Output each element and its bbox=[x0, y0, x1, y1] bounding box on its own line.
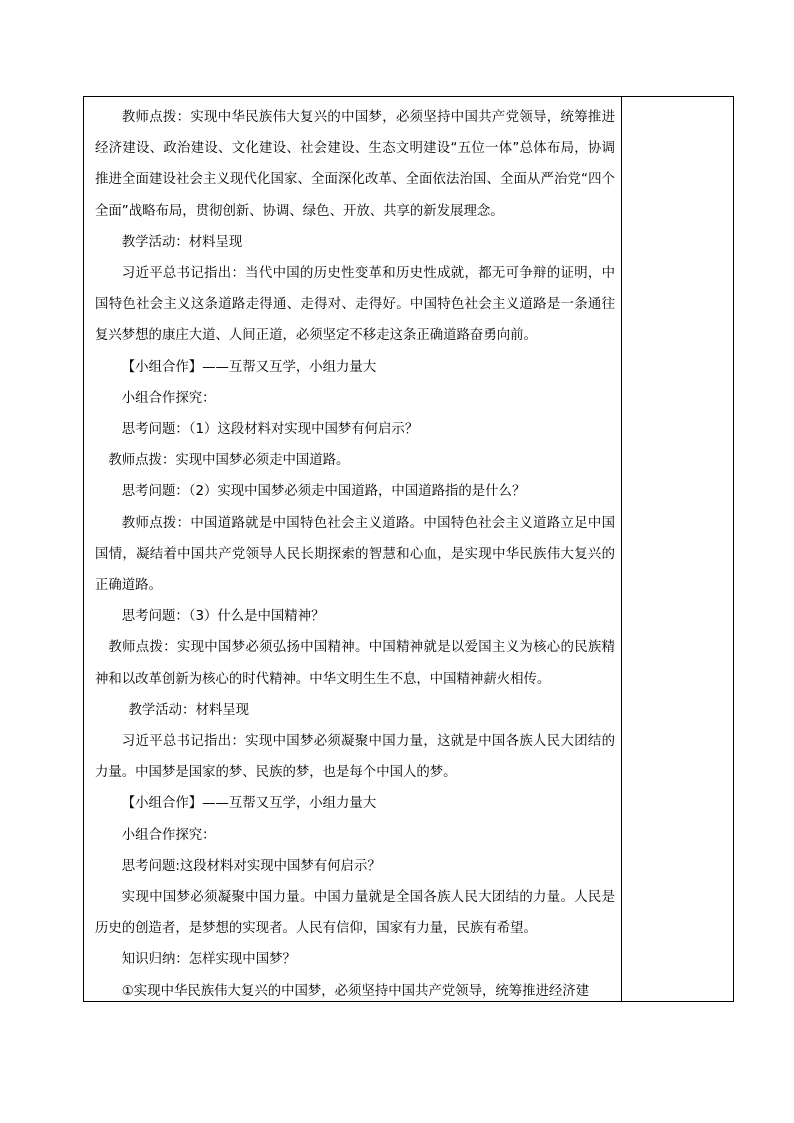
paragraph-teacher-guidance-3: 教师点拨：中国道路就是中国特色社会主义道路。中国特色社会主义道路立足中国国情，凝结着中国共产党领导人民长期探索的智慧和心血，是实现中华民族伟大复兴的正确道路。 bbox=[95, 515, 615, 594]
paragraph-teacher-guidance-4: 教师点拨：实现中国梦必须弘扬中国精神。中国精神就是以爱国主义为核心的民族精神和以改革创新为核心的时代精神。中华文明生生不息，中国精神薪火相传。 bbox=[95, 640, 615, 687]
paragraph-activity-2: 教学活动：材料呈现 bbox=[128, 702, 250, 718]
paragraph-teacher-guidance-2: 教师点拨：实现中国梦必须走中国道路。 bbox=[108, 453, 350, 469]
paragraph-group-inquiry-1: 小组合作探究： bbox=[121, 390, 216, 406]
paragraph-question-3: 思考问题：（3）什么是中国精神？ bbox=[121, 609, 325, 625]
paragraph-activity-1: 教学活动：材料呈现 bbox=[121, 234, 243, 250]
paragraph-quote-2: 习近平总书记指出：实现中国梦必须凝聚中国力量，这就是中国各族人民大团结的力量。中国梦是国家的梦、民族的梦，也是每个中国人的梦。 bbox=[95, 734, 615, 781]
paragraph-group-inquiry-2: 小组合作探究： bbox=[121, 827, 216, 843]
paragraph-summary-heading: 知识归纳：怎样实现中国梦？ bbox=[121, 952, 296, 968]
paragraph-question-2: 思考问题：（2）实现中国梦必须走中国道路，中国道路指的是什么？ bbox=[121, 484, 526, 500]
paragraph-question-4: 思考问题:这段材料对实现中国梦有何启示？ bbox=[121, 858, 381, 874]
notes-cell bbox=[622, 97, 733, 1001]
paragraph-quote-1: 习近平总书记指出：当代中国的历史性变革和历史性成就，都无可争辩的证明，中国特色社会主义这条道路走得通、走得对、走得好。中国特色社会主义道路是一条通往复兴梦想的康庄大道、人间正道，必须坚定不移走这条正确道路奋勇向前。 bbox=[95, 266, 615, 344]
lesson-content-cell bbox=[84, 97, 621, 1001]
paragraph-question-1: 思考问题：（1）这段材料对实现中国梦有何启示？ bbox=[121, 422, 419, 438]
paragraph-answer-1: 实现中国梦必须凝聚中国力量。中国力量就是全国各族人民大团结的力量。人民是历史的创造者，是梦想的实现者。人民有信仰，国家有力量，民族有希望。 bbox=[95, 890, 615, 937]
paragraph-group-work-2: 【小组合作】——互帮又互学，小组力量大 bbox=[121, 796, 377, 812]
paragraph-group-work-1: 【小组合作】——互帮又互学，小组力量大 bbox=[121, 359, 377, 375]
lesson-table bbox=[83, 96, 734, 1002]
paragraph-teacher-guidance-1: 教师点拨：实现中华民族伟大复兴的中国梦，必须坚持中国共产党领导，统筹推进经济建设、政治建设、文化建设、社会建设、生态文明建设“五位一体”总体布局，协调推进全面建设社会主义现代化国家、全面深化改革、全面依法治国、全面从严治党“四个全面”战略布局，贯彻创新、协调、绿色、开放、共享的新发展理念。 bbox=[95, 110, 615, 219]
paragraph-summary-point-1: ①实现中华民族伟大复兴的中国梦，必须坚持中国共产党领导，统筹推进经济建 bbox=[121, 983, 590, 999]
